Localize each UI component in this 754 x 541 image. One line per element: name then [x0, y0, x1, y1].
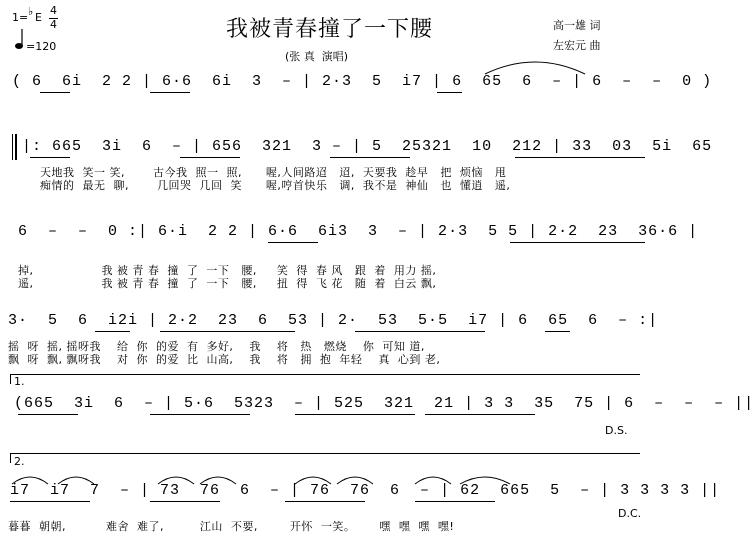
underline	[268, 242, 318, 243]
notation-row-3: 6 – – 0 :| 6·i 2 2 | 6·6 6i3 3 – | 2·3 5 5 | 2·2 23 36·6 |	[18, 223, 699, 240]
underline	[330, 157, 410, 158]
underline	[295, 414, 415, 415]
lyric-row-4-verse-2: 飘 呀 飘, 飘呀我 对 你 的爱 比 山高, 我 将 拥 抱 年轻 真 心到 老,	[8, 353, 441, 366]
underline	[437, 92, 462, 93]
key-note: E	[35, 11, 42, 24]
underline	[95, 331, 130, 332]
underline	[285, 501, 365, 502]
underline	[355, 331, 485, 332]
underline	[545, 331, 570, 332]
quarter-note-icon	[12, 27, 26, 55]
volta-bracket-2	[10, 453, 640, 454]
underline	[510, 242, 645, 243]
volta-bracket-1	[10, 374, 640, 375]
underline	[415, 501, 495, 502]
repeat-barline-thick	[15, 134, 17, 160]
volta-number-2: 2.	[14, 455, 25, 468]
underline	[180, 157, 240, 158]
composer-credit: 左宏元 曲	[553, 39, 601, 52]
tempo-value: =120	[26, 40, 57, 53]
underline	[515, 157, 645, 158]
underline	[18, 414, 78, 415]
lyric-row-2-verse-2: 痴情的 最无 聊, 几回哭 几回 笑 喔,哼首快乐 调, 我不是 神仙 也 懂逍 遥,	[40, 179, 511, 192]
lyric-row-3-verse-2: 遥, 我 被 青 春 撞 了 一下 腰, 扭 得 飞 花 随 着 白云 飘,	[18, 277, 437, 290]
underline	[10, 501, 90, 502]
lyric-row-4-verse-1: 摇 呀 摇, 摇呀我 给 你 的爱 有 多好, 我 将 热 燃烧 你 可知 道,	[8, 340, 425, 353]
lyric-row-3-verse-1: 掉, 我 被 青 春 撞 了 一下 腰, 笑 得 春 风 跟 着 用力 摇,	[18, 264, 437, 277]
dal-segno-mark: D.S.	[605, 424, 628, 437]
underline	[40, 92, 70, 93]
time-signature-top: 4	[50, 4, 57, 17]
da-capo-mark: D.C.	[618, 507, 642, 520]
repeat-barline	[12, 134, 13, 160]
lyricist-credit: 高一雄 词	[553, 19, 601, 32]
volta-bracket-1-hook	[10, 374, 11, 384]
volta-bracket-2-hook	[10, 453, 11, 463]
volta-number-1: 1.	[14, 375, 25, 388]
notation-row-5: (665 3i 6 – | 5·6 5323 – | 525 321 21 | 3 3 35 75 | 6 – – – ||	[14, 395, 754, 412]
underline	[30, 157, 70, 158]
time-signature-bottom: 4	[50, 18, 57, 31]
lyric-row-6: 暮暮 朝朝, 难舍 难了, 江山 不要, 开怀 一笑。 嘿 嘿 嘿 嘿!	[8, 520, 455, 533]
notation-row-4: 3· 5 6 i2i | 2·2 23 6 53 | 2· 53 5·5 i7 | 6 65 6 – :|	[8, 312, 659, 329]
song-title: 我被青春撞了一下腰	[225, 17, 433, 42]
lyric-row-2-verse-1: 天地我 笑一 笑, 古今我 照一 照, 喔,人间路迢 迢, 天要我 趁早 把 烦恼 甩	[40, 166, 507, 179]
tie-arc	[480, 56, 590, 76]
underline	[150, 92, 190, 93]
notation-row-2: |: 665 3i 6 – | 656 321 3 – | 5 25321 10 212 | 33 03 5i 65	[22, 138, 713, 155]
notation-row-6: i7 i7 7 – | 73 76 6 – | 76 76 6 – | 62 665 5 – | 3 3 3 3 ||	[10, 482, 721, 499]
underline	[425, 414, 535, 415]
key-prefix: 1=	[12, 11, 29, 24]
underline	[150, 501, 220, 502]
notation-row-1: ( 6 6i 2 2 | 6·6 6i 3 – | 2·3 5 i7 | 6 65 6 – | 6 – – 0 )	[12, 73, 713, 90]
singer-credit: (张 真 演唱)	[285, 50, 349, 63]
underline	[150, 414, 250, 415]
underline	[160, 331, 295, 332]
flat-sign: ♭	[28, 5, 34, 18]
